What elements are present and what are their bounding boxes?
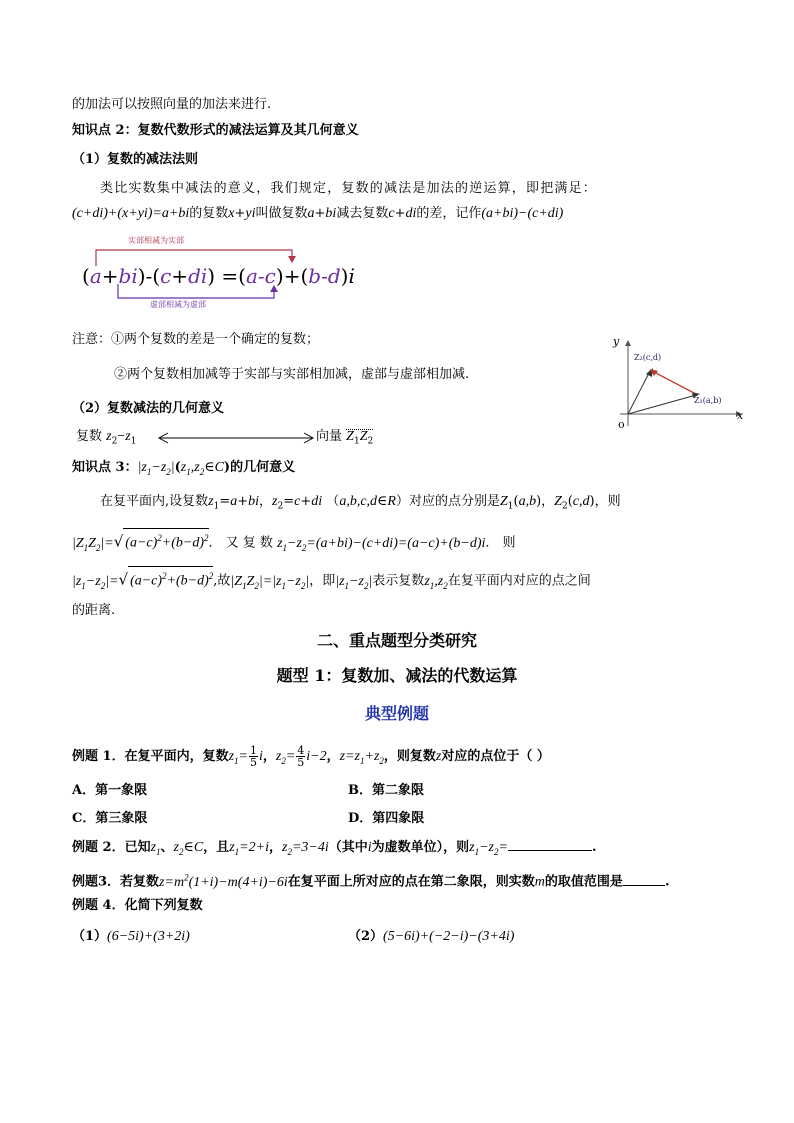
fig-y-label: y [613, 335, 620, 348]
note-1: 注意：①两个复数的差是一个确定的复数； [72, 332, 320, 347]
example-4: 例题 4．化简下列复数 [72, 898, 203, 913]
subtraction-rule-heading: （1）复数的减法法则 [72, 152, 199, 167]
real-part-label: 实部相减为实部 [128, 236, 184, 245]
example-2: 例题 2．已知$z_1$、$z_2\in C$，且$z_1=2+i$，$z_2=3-4i$（其中i为虚数单位），则$z_1-z_2=$ . [72, 837, 597, 861]
fig-origin-label: o [618, 418, 625, 431]
note-2: ②两个复数相加减等于实部与实部相加减，虚部与虚部相加减. [114, 367, 470, 382]
example-3: 例题3．若复数$z=m^2(1+i)-m(4+i)-6i$在复平面上所对应的点在第二象限，则实数m的取值范围是 . [72, 872, 670, 890]
ex1-option-b: B．第二象限 [348, 783, 424, 798]
section-title: 二、重点题型分类研究 [316, 631, 477, 650]
fig-z2-label: Z₂(c,d) [634, 353, 662, 362]
geometric-meaning-heading: （2）复数减法的几何意义 [72, 401, 225, 416]
fig-z1-label: Z₁(a,b) [694, 396, 722, 405]
ex1-option-a: A．第一象限 [72, 783, 148, 798]
example-1: 例题 1．在复平面内，复数$z_1=$ $\frac{1}{5}$ i，$z_2=$ $\frac{4}{5}$ i−2，$z=z_1+z_2$，则复数z对应的点位于（ ） [72, 744, 550, 769]
vector-oz2 [628, 371, 650, 414]
subtraction-definition-line1: 类比实数集中减法的意义，我们规定，复数的减法是加法的逆运算，即把满足： [100, 181, 598, 196]
fig-x-label: x [737, 409, 744, 422]
kp2-heading: 知识点 2：复数代数形式的减法运算及其几何意义 [72, 123, 359, 138]
ex1-option-d: D．第四象限 [348, 811, 425, 826]
kp3-heading: 知识点 3：$|z_1-z_2|(z_1,z_2\in C)$的几何意义 [72, 460, 296, 477]
real-arrowhead [288, 256, 296, 263]
vector-z1z2 [652, 371, 694, 393]
ex1-option-c: C．第三象限 [72, 811, 148, 826]
vector-oz1 [628, 395, 696, 414]
geo-vector-label: 向量 $Z_1Z_2$ [316, 429, 374, 447]
kp3-para-line2: $|Z_1Z_2|=√$ $(a-c)^2+(b-d)^2$． 又 复 数 $z_1-z_2=(a+bi)-(c+di)=(a-c)+(b-d)i$． 则 [72, 528, 516, 556]
double-arrow [156, 431, 316, 445]
diagram-formula: (a+bi)-(c+di) =(a-c)+(b-d)i [82, 264, 355, 288]
geo-complex-label: 复数 $z_2-z_1$ [76, 429, 137, 447]
imag-part-label: 虚部相减为虚部 [150, 300, 206, 309]
ex4-part-2: （2）(5−6i)+(−2−i)−(3+4i) [348, 929, 515, 944]
kp3-para-line1: 在复平面内,设复数$z_1=a+bi$，$z_2=c+di$ （a,b,c,d∈R）对应的点分别是$Z_1(a,b)$，$Z_2(c,d)$，则 [100, 494, 621, 512]
examples-title: 典型例题 [364, 704, 429, 723]
ex4-part-1: （1）(6−5i)+(3+2i) [72, 929, 190, 944]
kp3-para-line4: 的距离. [72, 603, 116, 618]
text-line-vector-addition: 的加法可以按照向量的加法来进行. [72, 97, 272, 112]
kp3-para-line3: $|z_1-z_2|=√$ $(a-c)^2+(b-d)^2$,故$|Z_1Z_2|=|z_1-z_2|$，即$|z_1-z_2|$表示复数$z_1,z_2$在复平面内对应的点之间 [72, 566, 591, 594]
type1-title: 题型 1：复数加、减法的代数运算 [276, 666, 518, 685]
subtraction-definition-line2: (c+di)+(x+yi)=a+bi的复数x+yi叫做复数a+bi减去复数c+di的差，记作(a+bi)−(c+di) [72, 206, 564, 221]
